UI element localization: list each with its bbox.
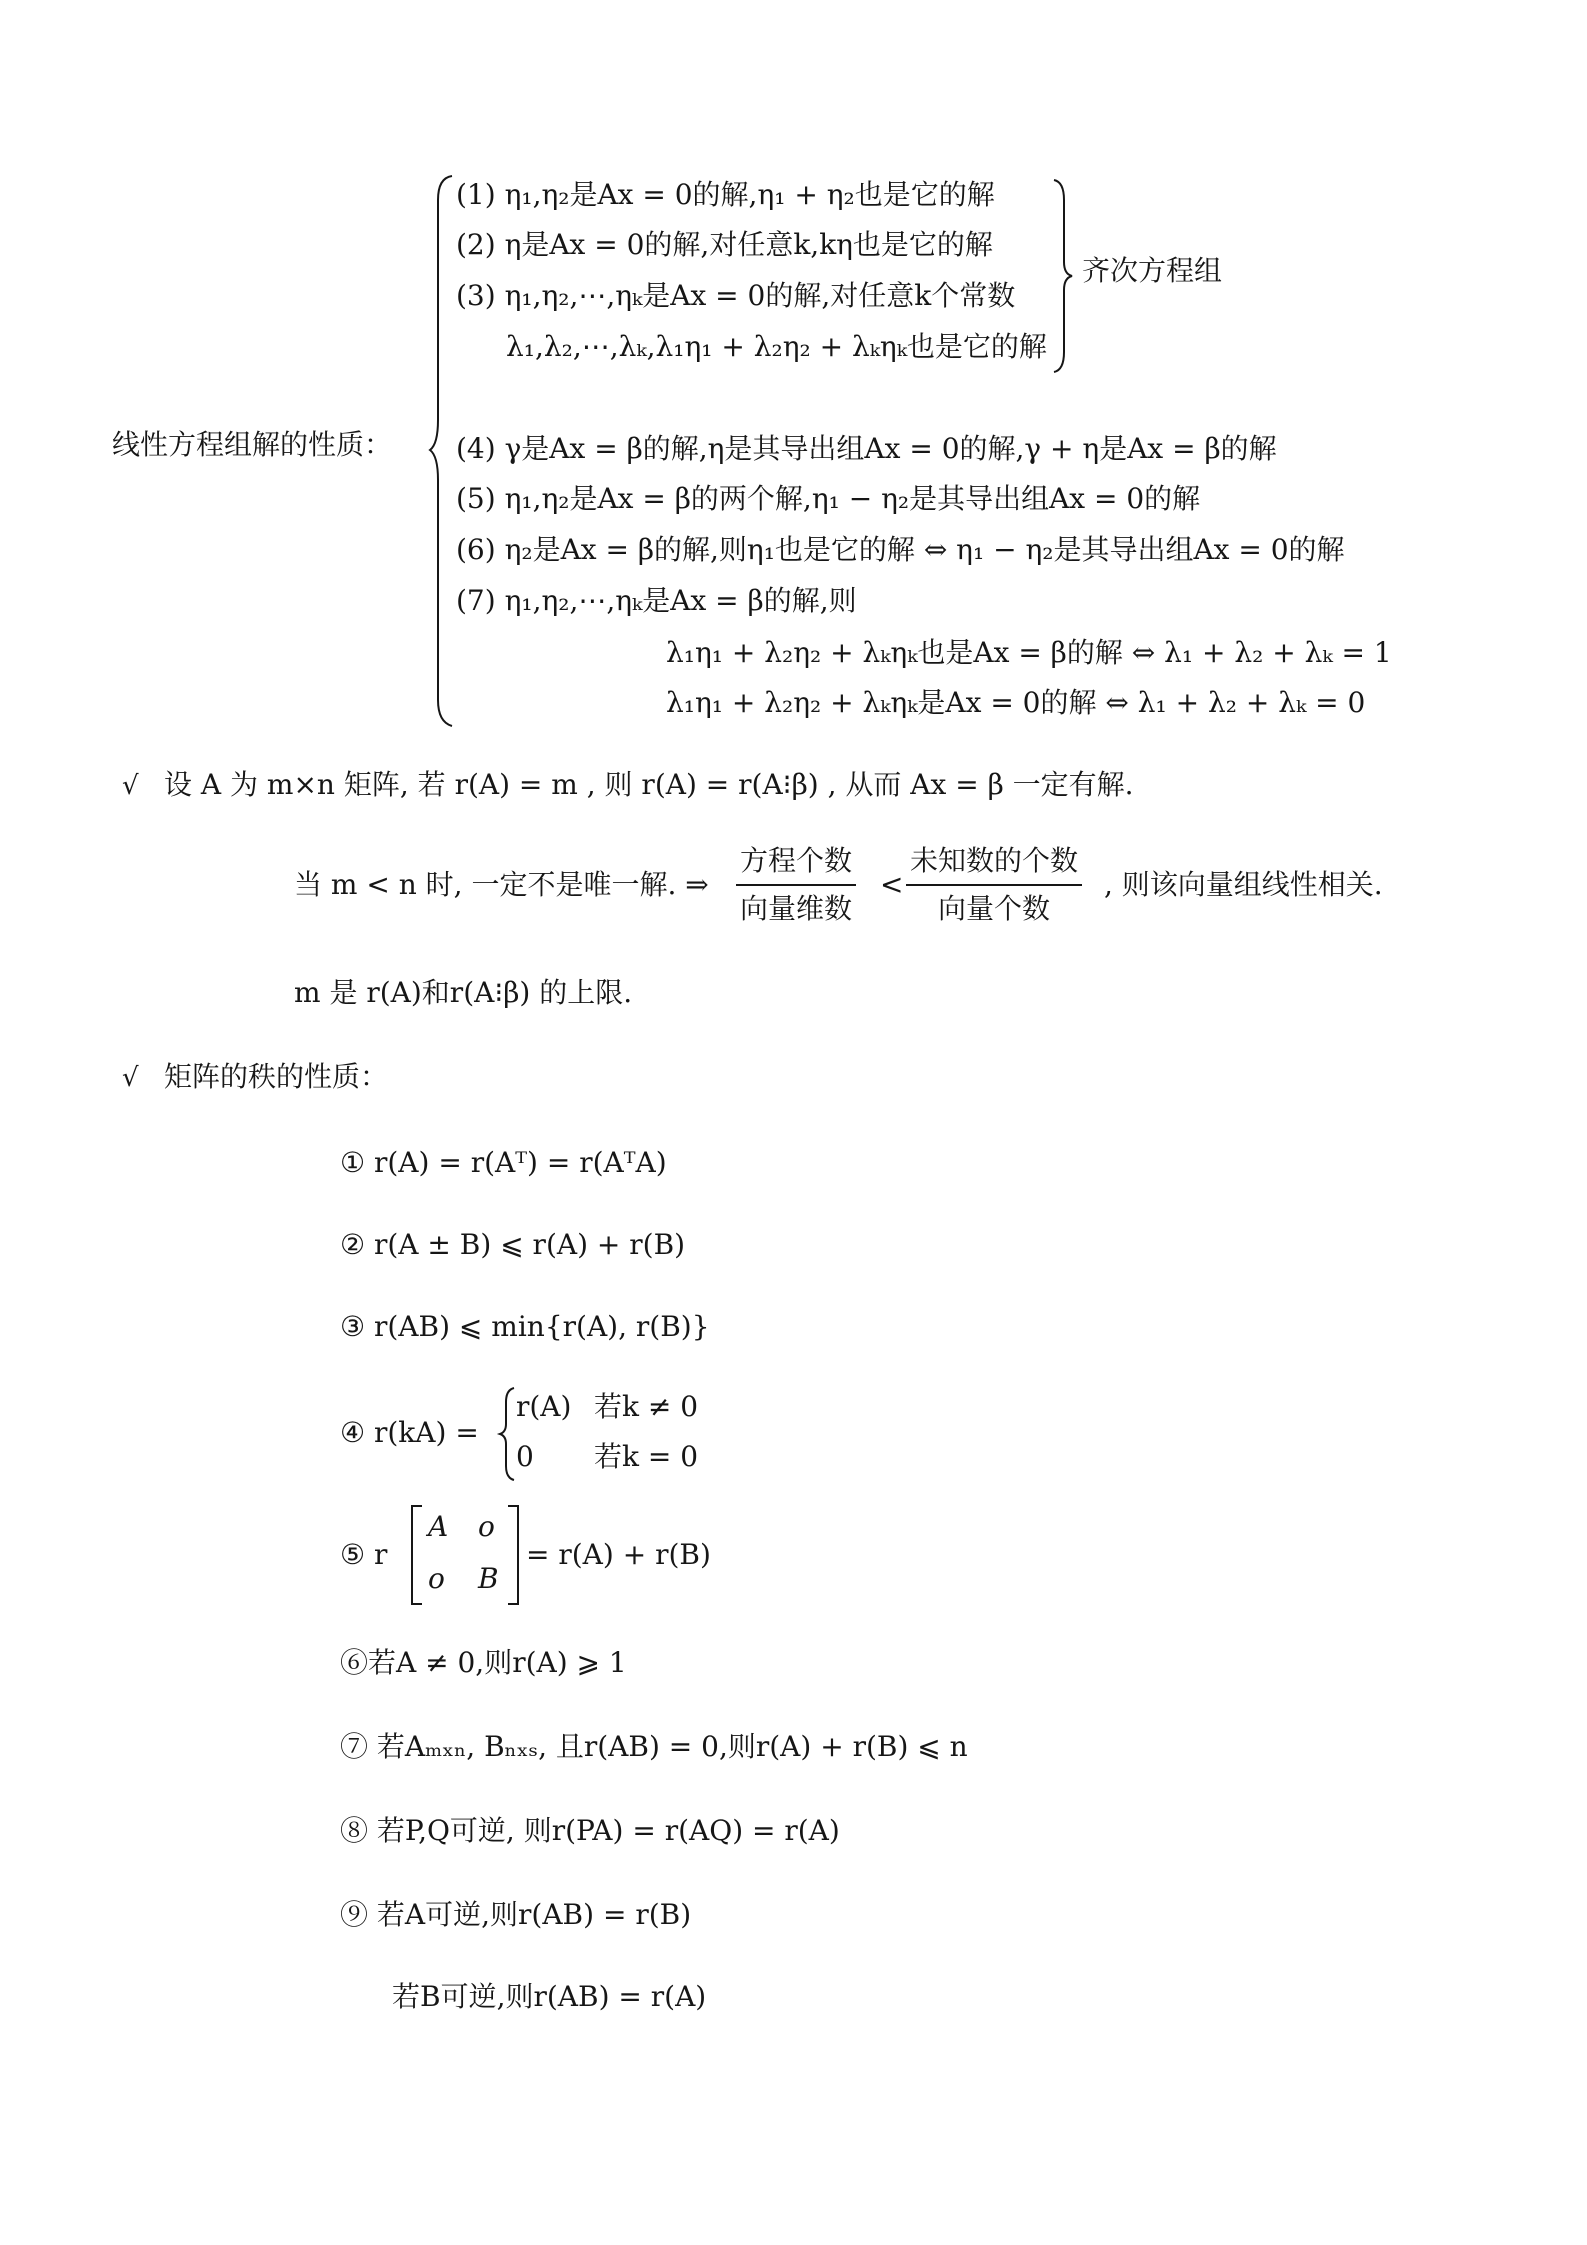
property-item-6: (6) η₂是Ax = β的解,则η₁也是它的解 ⇔ η₁ − η₂是其导出组Ax = 0的解 [456,533,1345,566]
less-than-sign: < [880,868,904,901]
matrix-entry-b: B [478,1562,499,1595]
left-brace [428,172,458,732]
solution-properties-label: 线性方程组解的性质： [112,428,393,461]
rank-properties-title: 矩阵的秩的性质： [164,1060,389,1093]
fraction-equations-over-dimension [736,844,856,926]
fraction-unknowns-over-count [906,844,1082,926]
rank-property-2: ② r(A ± B) ⩽ r(A) + r(B) [340,1228,686,1261]
property-item-2: (2) η是Ax = 0的解,对任意k,kη也是它的解 [456,228,993,261]
property-item-7: (7) η₁,η₂,⋯,ηₖ是Ax = β的解,则 [456,584,857,617]
property-item-1: (1) η₁,η₂是Ax = 0的解,η₁ + η₂也是它的解 [456,178,995,211]
fraction-2-numerator: 未知数的个数 [906,844,1082,886]
property-item-7-case-1: λ₁η₁ + λ₂η₂ + λₖηₖ也是Ax = β的解 ⇔ λ₁ + λ₂ + λₖ = 1 [666,636,1392,669]
matrix-entry-o-bottom: o [428,1562,445,1595]
right-brace-homogeneous [1052,178,1078,374]
rank-property-5-suffix: = r(A) + r(B) [526,1538,711,1571]
rank-property-3: ③ r(AB) ⩽ min{r(A), r(B)} [340,1310,710,1343]
fraction-1-numerator: 方程个数 [736,844,856,886]
property-item-7-case-2: λ₁η₁ + λ₂η₂ + λₖηₖ是Ax = 0的解 ⇔ λ₁ + λ₂ + λₖ = 0 [666,686,1366,719]
fraction-1-denominator: 向量维数 [740,892,853,925]
rank-property-4-case-1-condition: 若k ≠ 0 [594,1390,699,1423]
rank-property-1: ① r(A) = r(Aᵀ) = r(AᵀA) [340,1146,667,1179]
rank-property-4-prefix: ④ r(kA) = [340,1416,479,1449]
rank-property-4-case-2-condition: 若k = 0 [594,1440,699,1473]
property-item-3-continued: λ₁,λ₂,⋯,λₖ,λ₁η₁ + λ₂η₂ + λₖηₖ也是它的解 [506,330,1047,363]
rank-property-5-prefix: ⑤ r [340,1538,388,1571]
rank-property-9: ⑨ 若A可逆,则r(AB) = r(B) [340,1898,692,1931]
fraction-2-denominator: 向量个数 [938,892,1051,925]
matrix-entry-a: A [428,1510,449,1543]
check-mark-icon: √ [122,771,139,801]
piecewise-brace [498,1386,518,1482]
note-line-3: m 是 r(A)和r(A⁝β) 的上限. [294,976,633,1009]
rank-property-7: ⑦ 若Aₘₓₙ, Bₙₓₛ, 且r(AB) = 0,则r(A) + r(B) ⩽ n [340,1730,968,1763]
note-line-1: 设 A 为 m×n 矩阵, 若 r(A) = m , 则 r(A) = r(A⁝β) , 从而 Ax = β 一定有解. [164,768,1134,801]
property-item-3: (3) η₁,η₂,⋯,ηₖ是Ax = 0的解,对任意k个常数 [456,279,1016,312]
property-item-5: (5) η₁,η₂是Ax = β的两个解,η₁ − η₂是其导出组Ax = 0的解 [456,482,1201,515]
check-mark-icon-2: √ [122,1063,139,1093]
note-line-2-suffix: , 则该向量组线性相关. [1104,868,1383,901]
rank-property-4-case-1-value: r(A) [516,1390,572,1423]
rank-property-4-case-2-value: 0 [516,1440,534,1473]
property-item-4: (4) γ是Ax = β的解,η是其导出组Ax = 0的解,γ + η是Ax = β的解 [456,432,1277,465]
matrix-entry-o-top: o [478,1510,495,1543]
rank-property-6: ⑥若A ≠ 0,则r(A) ⩾ 1 [340,1646,627,1679]
homogeneous-label: 齐次方程组 [1082,254,1223,287]
block-matrix-brackets [410,1504,520,1606]
note-line-2-prefix: 当 m < n 时, 一定不是唯一解. ⇒ [294,868,709,901]
rank-property-8: ⑧ 若P,Q可逆, 则r(PA) = r(AQ) = r(A) [340,1814,840,1847]
rank-property-9-continued: 若B可逆,则r(AB) = r(A) [392,1980,707,2013]
